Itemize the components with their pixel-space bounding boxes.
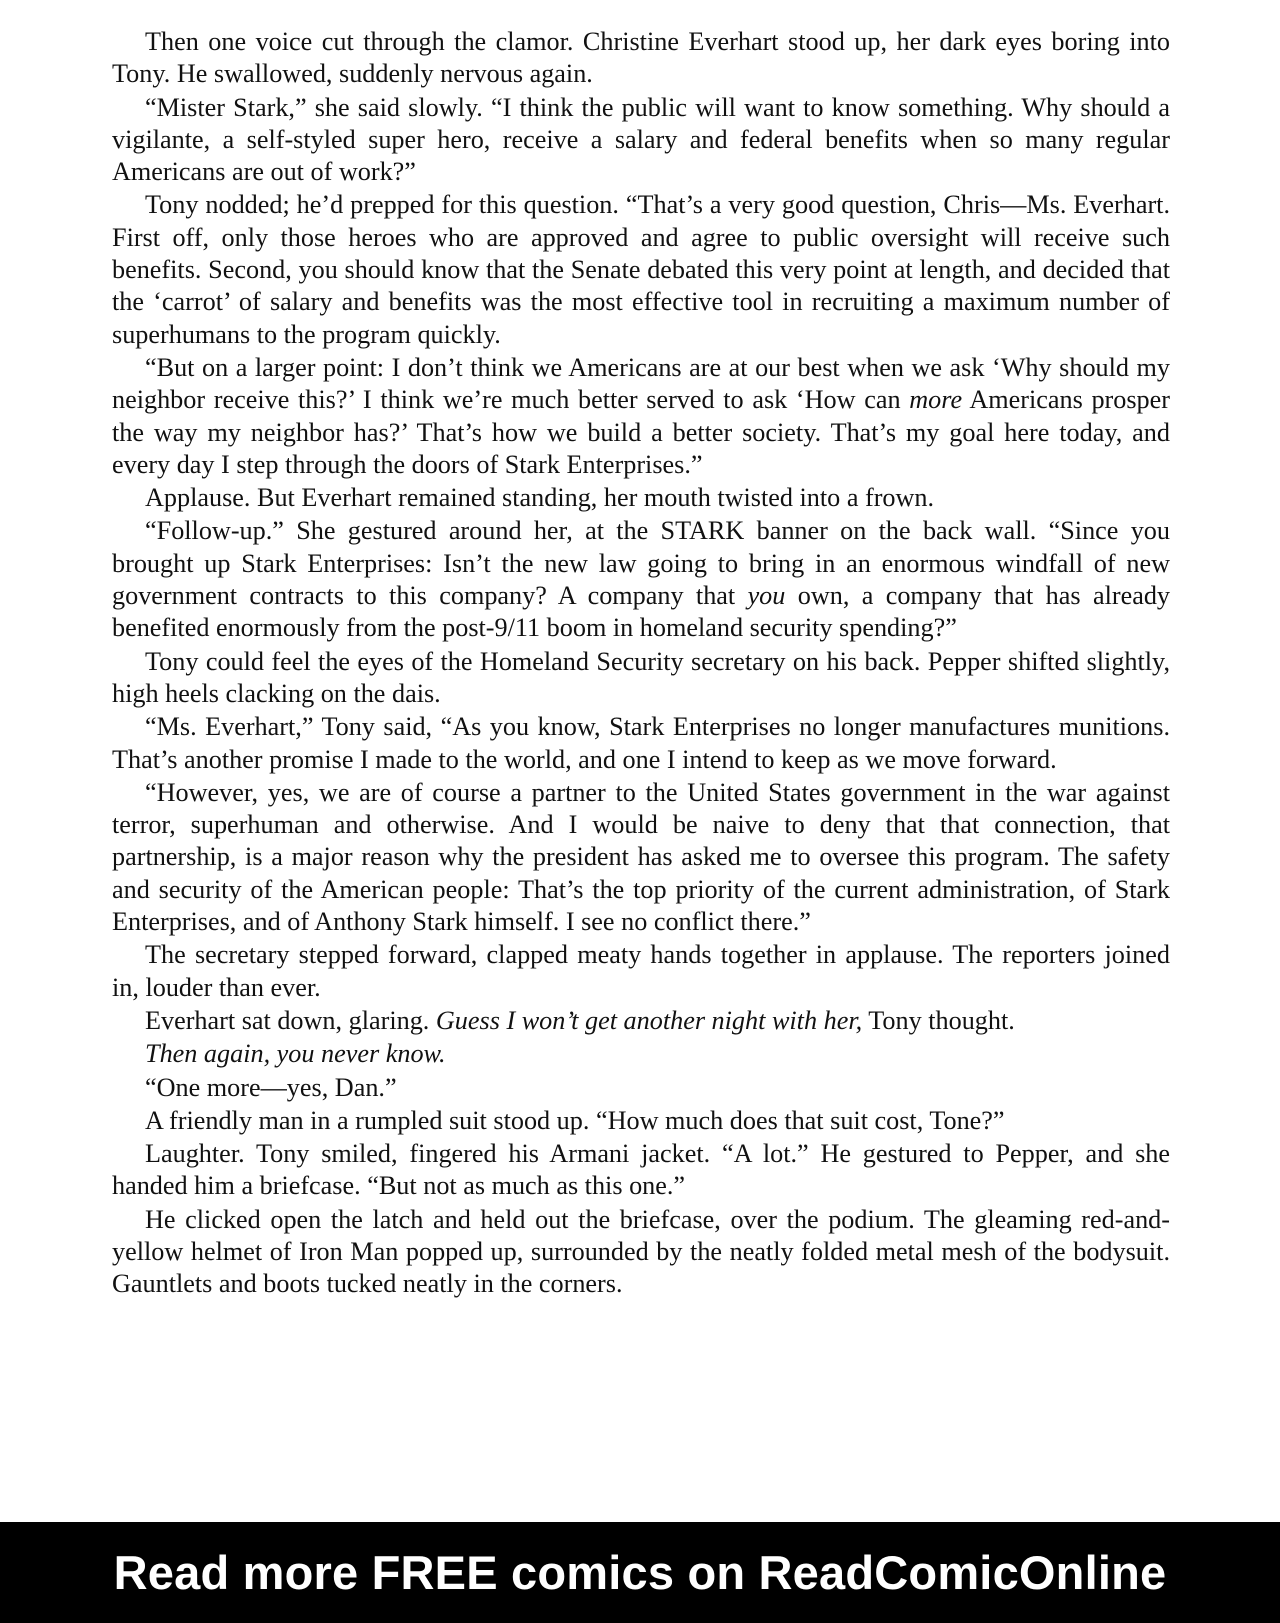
paragraph-9: “However, yes, we are of course a partner to the United States government in the war against terror, superhuman and otherwise. And I would be naive to deny that that connection, that partnership, is a major reason why the president has asked me to oversee this program. The safety and security of the American people: That’s the top priority of the current administration, of Stark Enterprises, and of Anthony Stark himself. I see no conflict there.” xyxy=(112,777,1170,937)
paragraph-12 xyxy=(112,1038,1170,1070)
paragraph-3: Tony nodded; he’d prepped for this question. “That’s a very good question, Chris—Ms. Everhart. First off, only those heroes who are approved and agree to public oversight will receive such benefits. Second, you should know that the Senate debated this very point at length, and decided that the ‘carrot’ of salary and benefits was the most effective tool in recruiting a maximum number of superhumans to the program quickly. xyxy=(112,190,1170,349)
paragraph-13: “One more—yes, Dan.” xyxy=(145,1072,397,1102)
paragraph-6 xyxy=(112,515,1170,644)
paragraph-2: “Mister Stark,” she said slowly. “I think the public will want to know something. Why should a vigilante, a self-styled super hero, receive a salary and federal benefits when so many regular Americans are out of work?” xyxy=(112,92,1170,187)
paragraph-4-part-2: Americans prosper the way my neighbor has?’ That’s how we build a better society. That’s my goal here today, and every day I step through the doors of Stark Enterprises.” xyxy=(112,385,1170,479)
paragraph-6-part-2: own, a company that has already benefited enormously from the post-9/11 boom in homeland security spending?” xyxy=(112,581,1171,643)
paragraph-14: A friendly man in a rumpled suit stood up. “How much does that suit cost, Tone?” xyxy=(145,1105,1005,1135)
book-page-text xyxy=(112,26,1170,1302)
paragraph-4-part-1: “But on a larger point: I don’t think we Americans are at our best when we ask ‘Why should my neighbor receive this?’ I think we’re much better served to ask ‘How can xyxy=(112,352,1170,415)
paragraph-4-emphasis: more xyxy=(909,385,963,415)
paragraph-1: Then one voice cut through the clamor. Christine Everhart stood up, her dark eyes boring into Tony. He swallowed, suddenly nervous again. xyxy=(112,27,1170,89)
paragraph-7: Tony could feel the eyes of the Homeland Security secretary on his back. Pepper shifted slightly, high heels clacking on the dais. xyxy=(112,646,1170,708)
paragraph-11 xyxy=(112,1005,1170,1037)
paragraph-10: The secretary stepped forward, clapped meaty hands together in applause. The reporters joined in, louder than ever. xyxy=(112,940,1170,1002)
paragraph-12-emphasis: Then again, you never know. xyxy=(145,1039,446,1069)
paragraph-4 xyxy=(112,352,1170,481)
paragraph-6-part-1: “Follow-up.” She gestured around her, at the STARK banner on the back wall. “Since you brought up Stark Enterprises: Isn’t the new law going to bring in an enormous windfall of new government contracts to this company? A company that xyxy=(112,516,1170,611)
promo-banner[interactable] xyxy=(0,1522,1280,1623)
paragraph-11-emphasis: Guess I won’t get another night with her, xyxy=(435,1005,863,1035)
paragraph-11-part-1: Everhart sat down, glaring. xyxy=(145,1005,436,1035)
paragraph-15: Laughter. Tony smiled, fingered his Armani jacket. “A lot.” He gestured to Pepper, and she handed him a briefcase. “But not as much as this one.” xyxy=(112,1139,1170,1201)
paragraph-8: “Ms. Everhart,” Tony said, “As you know, Stark Enterprises no longer manufactures munitions. That’s another promise I made to the world, and one I intend to keep as we move forward. xyxy=(112,712,1170,774)
paragraph-5: Applause. But Everhart remained standing, her mouth twisted into a frown. xyxy=(145,483,935,513)
paragraph-6-emphasis: you xyxy=(747,581,786,611)
promo-banner-text[interactable]: Read more FREE comics on ReadComicOnline xyxy=(113,1546,1167,1599)
paragraph-16: He clicked open the latch and held out the briefcase, over the podium. The gleaming red-and-yellow helmet of Iron Man popped up, surrounded by the neatly folded metal mesh of the bodysuit. Gauntlets and boots tucked neatly in the corners. xyxy=(112,1204,1170,1299)
paragraph-11-part-2: Tony thought. xyxy=(862,1005,1015,1035)
